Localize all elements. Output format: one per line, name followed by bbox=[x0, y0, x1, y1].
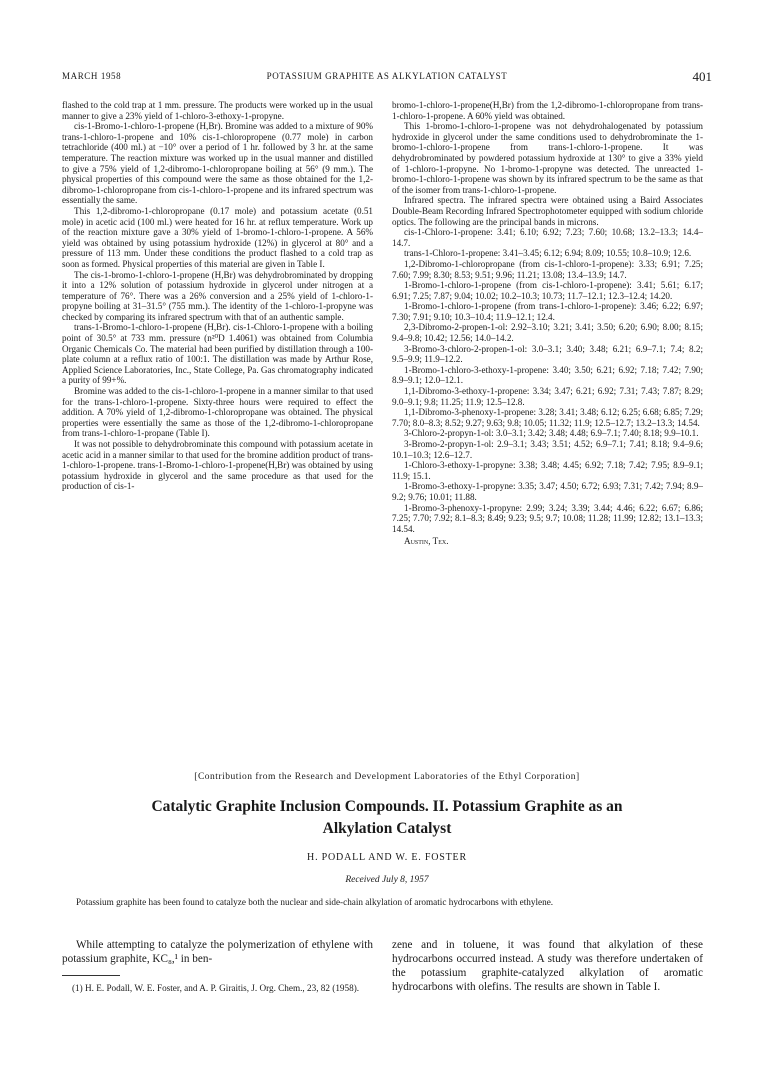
paragraph: flashed to the cold trap at 1 mm. pressure. The products were worked up in the usual manner to give a 23% yield of 1-chloro-3-ethoxy-1-propyne. bbox=[62, 100, 373, 121]
received-date: Received July 8, 1957 bbox=[345, 875, 429, 885]
spectrum-entry: 1,2-Dibromo-1-chloropropane (from cis-1-chloro-1-propene): 3.33; 6.91; 7.25; 7.60; 7.99; 8.30; 8.53; 9.51; 9.96; 11.21; 13.08; 13.4–13.9; 14.7. bbox=[392, 258, 703, 280]
paragraph: Bromine was added to the cis-1-chloro-1-propene in a manner similar to that used for the trans-1-chloro-1-propene. Sixty-three hours were required to effect the addition. A 70% yield of 1,2-dibromo-1-chloropropane was obtained. The physical properties were essentially the same as those of the 1,2-dibromo-1-chloropropane from trans-1-chloro-1-propane (Table I). bbox=[62, 386, 374, 439]
spectrum-entry: 1-Chloro-3-ethoxy-1-propyne: 3.38; 3.48; 4.45; 6.92; 7.18; 7.42; 7.95; 8.9–9.1; 11.9; 15.1. bbox=[392, 460, 703, 481]
title-line: Alkylation Catalyst bbox=[322, 820, 452, 837]
spectrum-entry: trans-1-Chloro-1-propene: 3.41–3.45; 6.12; 6.94; 8.09; 10.55; 10.8–10.9; 12.6. bbox=[404, 248, 692, 259]
spectrum-entry: 1-Bromo-1-chloro-3-ethoxy-1-propene: 3.40; 3.50; 6.21; 6.92; 7.18; 7.42; 7.90; 8.9–9.1; 12.0–12.1. bbox=[392, 364, 703, 386]
header-date: MARCH 1958 bbox=[62, 71, 122, 81]
paragraph: trans-1-Bromo-1-chloro-1-propene (H,Br). cis-1-Chloro-1-propene with a boiling point of 30.5° at 733 mm. pressure (n²⁰D 1.4061) was obtained from Columbia Organic Chemicals Co. The material had been purified by distillation through a 100-plate column at a reflux ratio of 100:1. The distillation was made by Arthur Rose, Applied Science Laboratories, Inc., State College, Pa. Gas chromatography indicated a purity of 99+%. bbox=[62, 322, 373, 386]
title-line: Catalytic Graphite Inclusion Compounds. II. Potassium Graphite as an bbox=[151, 798, 623, 815]
paragraph: This 1,2-dibromo-1-chloropropane (0.17 mole) and potassium acetate (0.51 mole) in acetic acid (100 ml.) were heated for 16 hr. at reflux temperature. Work up of the reaction mixture gave a 30% yield of 1-bromo-1-chloro-1-propene. A 56% yield was obtained by using potassium hydroxide (12%) in glycerol at 80° and a pressure of 113 mm. Under these conditions the product flashed to a cold trap as soon as formed. Physical properties of this material are given in Table I. bbox=[62, 205, 373, 269]
abstract: Potassium graphite has been found to catalyze both the nuclear and side-chain alkylation of aromatic hydrocarbons with ethylene. bbox=[76, 897, 554, 907]
spectrum-entry: 3-Bromo-3-chloro-2-propen-1-ol: 3.0–3.1; 3.40; 3.48; 6.21; 6.9–7.1; 7.4; 8.2; 9.5–9.9; 11.9–12.2. bbox=[392, 343, 703, 365]
spectrum-entry: cis-1-Chloro-1-propene: 3.41; 6.10; 6.92; 7.23; 7.60; 10.68; 13.2–13.3; 14.4–14.7. bbox=[392, 227, 703, 248]
right-column-experimental bbox=[392, 100, 703, 547]
paragraph: bromo-1-chloro-1-propene(H,Br) from the 1,2-dibromo-1-chloropropane from trans-1-chloro-1-propene. A 60% yield was obtained. bbox=[392, 100, 703, 121]
paragraph: This 1-bromo-1-chloro-1-propene was not dehydrohalogenated by potassium hydroxide in glycerol under the same conditions used to dehydrobrominate the 1-bromo-1-chloro-1-propene from trans-1-chloro-1-propene. It was dehydrobrominated by powdered potassium hydroxide at 130° to give a 33% yield of 1-chloro-1-propyne. No 1-bromo-1-propyne was detected. The unreacted 1-bromo-1-chloro-1-propene was shown by its infrared spectrum to be the same as that of the isomer from trans-1-chloro-1-propene. bbox=[392, 121, 703, 195]
intro-left-column bbox=[62, 938, 373, 966]
spectrum-entry: 3-Bromo-2-propyn-1-ol: 2.9–3.1; 3.43; 3.51; 4.52; 6.9–7.1; 7.41; 8.18; 9.4–9.6; 10.1–10.3; 12.6–12.7. bbox=[392, 439, 703, 460]
paragraph: zene and in toluene, it was found that alkylation of these hydrocarbons occurred instead. A study was therefore undertaken of the potassium graphite-catalyzed alkylation of aromatic hydrocarbons with olefins. The results are shown in Table I. bbox=[392, 939, 703, 993]
article-title bbox=[62, 796, 712, 840]
intro-right-column bbox=[392, 938, 703, 994]
spectrum-entry: 1-Bromo-3-phenoxy-1-propyne: 2.99; 3.24; 3.39; 3.44; 4.46; 6.22; 6.67; 6.86; 7.25; 7.70; 7.92; 8.1–8.3; 8.49; 9.23; 9.5; 9.7; 10.08; 11.28; 11.99; 12.82; 13.1–13.3; 14.54. bbox=[392, 502, 703, 534]
authors: H. PODALL AND W. E. FOSTER bbox=[307, 852, 467, 863]
paragraph: Infrared spectra. The infrared spectra were obtained using a Baird Associates Double-Beam Recording Infrared Spectrophotometer equipped with sodium chloride optics. The following are the principal bands in microns. bbox=[392, 195, 703, 227]
spectrum-entry: 1,1-Dibromo-3-phenoxy-1-propene: 3.28; 3.41; 3.48; 6.12; 6.25; 6.68; 6.85; 7.29; 7.70; 8.0–8.3; 8.52; 9.27; 9.63; 9.8; 10.05; 11.32; 11.9; 12.5–12.7; 13.2–13.3; 14.54. bbox=[392, 407, 703, 428]
paragraph: The cis-1-bromo-1-chloro-1-propene (H,Br) was dehydrobrominated by dropping it into a 12% solution of potassium hydroxide in glycerol under nitrogen at a temperature of 76°. There was a 26% conversion and a 25% yield of 1-chloro-1-propyne boiling at 31–31.5° (755 mm.). The identity of the 1-chloro-1-propyne was checked by comparing its infrared spectrum with that of an authentic sample. bbox=[62, 269, 373, 322]
spectrum-entry: 1-Bromo-3-ethoxy-1-propyne: 3.35; 3.47; 4.50; 6.72; 6.93; 7.31; 7.42; 7.94; 8.9–9.2; 9.76; 10.01; 11.88. bbox=[392, 481, 703, 502]
spectrum-entry: 3-Chloro-2-propyn-1-ol: 3.0–3.1; 3.42; 3.48; 4.48; 6.9–7.1; 7.40; 8.18; 9.9–10.1. bbox=[404, 428, 699, 439]
header-title: POTASSIUM GRAPHITE AS ALKYLATION CATALYST bbox=[266, 71, 508, 81]
paragraph: cis-1-Bromo-1-chloro-1-propene (H,Br). Bromine was added to a mixture of 90% trans-1-chloro-1-propene and 10% cis-1-chloropropene (0.77 mole) in carbon tetrachloride (400 ml.) at −10° over a period of 1 hr. followed by 3 hr. at the same temperature. The reaction mixture was worked up in the usual manner and distilled to give a 75% yield of 1,2-dibromo-1-chloropropane boiling at 56° (9 mm.). The physical properties of this compound were the same as those obtained for the 1,2-dibromo-1-chloropropane from cis-1-chloro-1-propene and its infrared spectrum was essentially the same. bbox=[62, 121, 373, 206]
spectrum-entry: 1-Bromo-1-chloro-1-propene (from trans-1-chloro-1-propene): 3.46; 6.22; 6.97; 7.30; 7.91; 9.10; 10.3–10.4; 11.9–12.1; 12.4. bbox=[392, 301, 703, 322]
contribution-line: [Contribution from the Research and Development Laboratories of the Ethyl Corporation] bbox=[194, 772, 580, 782]
paragraph: While attempting to catalyze the polymerization of ethylene with potassium graphite, KC₈,¹ in ben- bbox=[62, 939, 373, 965]
location-signature: Austin, Tex. bbox=[404, 536, 449, 547]
spectrum-entry: 1-Bromo-1-chloro-1-propene (from cis-1-chloro-1-propene): 3.41; 5.61; 6.17; 6.91; 7.25; 7.87; 9.04; 10.02; 10.2–10.3; 10.73; 11.7–12.1; 12.3–12.4; 14.20. bbox=[392, 280, 703, 301]
paragraph: It was not possible to dehydrobrominate this compound with potassium acetate in acetic acid in a manner similar to that used for the bromine addition product of trans-1-chloro-1-propene. trans-1-Bromo-1-chloro-1-propene(H,Br) was obtained by using potassium hydroxide in glycerol and the same procedure as that used for the production of cis-1- bbox=[62, 439, 373, 492]
left-column-experimental bbox=[62, 100, 373, 492]
spectrum-entry: 2,3-Dibromo-2-propen-1-ol: 2.92–3.10; 3.21; 3.41; 3.50; 6.20; 6.90; 8.00; 8.15; 9.4–9.8; 10.42; 12.56; 14.0–14.2. bbox=[392, 322, 703, 344]
page-number: 401 bbox=[692, 69, 712, 84]
footnote-rule bbox=[62, 975, 120, 976]
footnote: (1) H. E. Podall, W. E. Foster, and A. P. Giraitis, J. Org. Chem., 23, 82 (1958). bbox=[72, 983, 360, 993]
spectrum-entry: 1,1-Dibromo-3-ethoxy-1-propene: 3.34; 3.47; 6.21; 6.92; 7.31; 7.43; 7.87; 8.29; 9.0–9.1; 9.8; 11.25; 11.9; 12.5–12.8. bbox=[392, 386, 703, 407]
running-header bbox=[62, 71, 712, 85]
